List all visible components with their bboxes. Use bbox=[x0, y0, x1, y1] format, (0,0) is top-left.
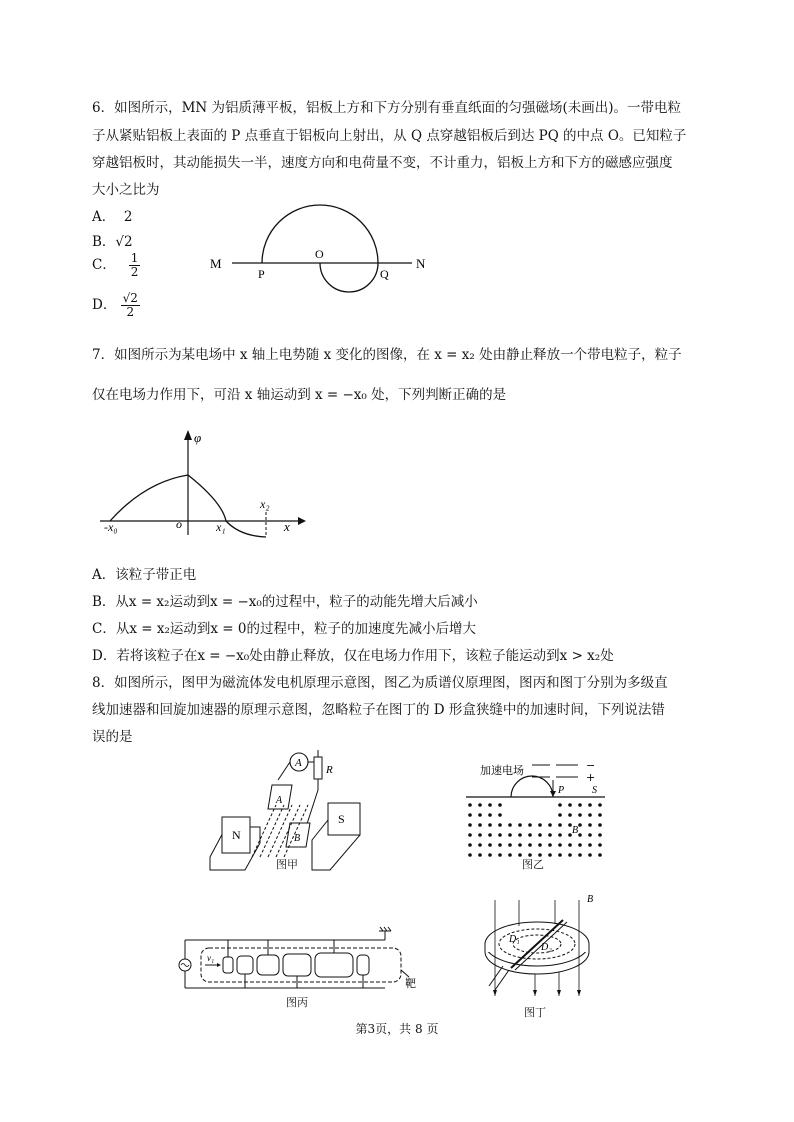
q7-x-axis-arrow bbox=[298, 517, 306, 525]
q7-label-x: x bbox=[284, 519, 290, 534]
field-dot bbox=[508, 833, 512, 837]
q7-curve-left bbox=[110, 475, 188, 521]
yi-trajectory bbox=[511, 776, 553, 797]
q7-phi-axis-arrow bbox=[184, 430, 192, 440]
q7-curve-right bbox=[188, 475, 266, 537]
field-dot bbox=[558, 803, 562, 807]
field-dot bbox=[588, 843, 592, 847]
field-dot bbox=[598, 803, 602, 807]
field-dot bbox=[578, 813, 582, 817]
jia-label-n: N bbox=[232, 828, 241, 842]
fig-bing-caption: 图丙 bbox=[286, 996, 308, 1009]
field-dot bbox=[498, 803, 502, 807]
field-dot bbox=[528, 823, 532, 827]
ding-label-b: B bbox=[587, 894, 594, 905]
field-dot bbox=[478, 843, 482, 847]
q7-label-x2: x₂ bbox=[260, 497, 270, 511]
field-dot bbox=[478, 853, 482, 857]
jia-plate-a-label: A bbox=[276, 795, 283, 806]
yi-label-b: B bbox=[572, 825, 579, 836]
field-dot bbox=[498, 833, 502, 837]
q6-option-d-label: D． bbox=[92, 297, 117, 313]
field-dot bbox=[488, 833, 492, 837]
field-dot bbox=[568, 843, 572, 847]
q6-label-o: O bbox=[315, 247, 324, 261]
field-dot bbox=[468, 843, 472, 847]
field-dot bbox=[498, 843, 502, 847]
q7-label-neg-x0: -x₀ bbox=[104, 520, 118, 534]
field-dot bbox=[478, 833, 482, 837]
fig-jia-caption: 图甲 bbox=[276, 858, 298, 871]
q6-option-b-value: √2 bbox=[115, 234, 133, 250]
fig-yi-caption: 图乙 bbox=[522, 858, 544, 871]
field-dot bbox=[598, 833, 602, 837]
bing-target-label: 靶 bbox=[405, 977, 416, 990]
jia-ammeter-label: A bbox=[295, 757, 302, 769]
q6-lower-arc bbox=[320, 263, 378, 292]
q6-line-4: 大小之比为 bbox=[92, 182, 160, 198]
q6-option-a-label: A． bbox=[92, 209, 116, 225]
field-dot bbox=[578, 843, 582, 847]
field-dot bbox=[518, 833, 522, 837]
q6-option-c-fraction: $\frac{1}{2}$ bbox=[130, 251, 139, 279]
field-dot bbox=[578, 833, 582, 837]
field-dot bbox=[558, 813, 562, 817]
q7-option-c: C．从x = x₂运动到x = 0的过程中，粒子的加速度先减小后增大 bbox=[92, 621, 476, 637]
q6-option-a bbox=[92, 205, 132, 225]
q7-line-2: 仅在电场力作用下，可沿 x 轴运动到 x = −x₀ 处，下列判断正确的是 bbox=[92, 387, 507, 403]
field-dot bbox=[498, 853, 502, 857]
q6-option-a-value: 2 bbox=[123, 209, 133, 225]
q8-line-2: 线加速器和回旋加速器的原理示意图，忽略粒子在图丁的 D 形盒狭缝中的加速时间，下列说法错 bbox=[92, 702, 665, 718]
fig-yi-mass-spectrometer bbox=[460, 755, 610, 865]
q6-label-m: M bbox=[210, 256, 222, 271]
field-dot bbox=[568, 813, 572, 817]
q6-option-c-label: C． bbox=[92, 257, 116, 273]
jia-plate-b-label: B bbox=[294, 833, 301, 844]
q7-line-1: 7．如图所示为某电场中 x 轴上电势随 x 变化的图像，在 x = x₂ 处由静止释放一个带电粒子，粒子 bbox=[92, 347, 682, 363]
yi-accel-label: 加速电场 bbox=[480, 764, 524, 777]
field-dot bbox=[488, 823, 492, 827]
q6-figure bbox=[200, 200, 440, 300]
q7-label-origin: o bbox=[176, 517, 182, 531]
q6-option-d-fraction: $\frac{√2}{2}$ bbox=[122, 291, 138, 319]
q8-line-3: 误的是 bbox=[92, 729, 133, 745]
field-dot bbox=[578, 853, 582, 857]
q6-line-3: 穿越铝板时，其动能损失一半，速度方向和电荷量不变，不计重力，铝板上方和下方的磁感应强度 bbox=[92, 155, 673, 171]
field-dot bbox=[478, 823, 482, 827]
field-dot bbox=[538, 823, 542, 827]
q6-option-b-label: B． bbox=[92, 234, 116, 250]
field-dot bbox=[488, 843, 492, 847]
field-dot bbox=[488, 853, 492, 857]
field-dot bbox=[588, 833, 592, 837]
field-dot bbox=[478, 813, 482, 817]
resistor-icon bbox=[314, 757, 322, 779]
field-dot bbox=[518, 843, 522, 847]
q6-label-q: Q bbox=[380, 267, 389, 281]
field-dot bbox=[578, 803, 582, 807]
field-dot bbox=[468, 803, 472, 807]
ding-label-d1: D₁ bbox=[509, 934, 520, 945]
field-dot bbox=[598, 853, 602, 857]
fig-bing-linear-accelerator bbox=[175, 925, 420, 1000]
yi-plus: + bbox=[586, 771, 596, 784]
fig-ding-cyclotron bbox=[475, 890, 605, 1000]
field-dot bbox=[598, 823, 602, 827]
q6-line-2: 子从紧贴铝板上表面的 P 点垂直于铝板向上射出，从 Q 点穿越铝板后到达 PQ 的中点 O。已知粒子 bbox=[92, 128, 687, 144]
field-dot bbox=[468, 813, 472, 817]
field-dot bbox=[558, 823, 562, 827]
field-dot bbox=[508, 843, 512, 847]
field-dot bbox=[518, 823, 522, 827]
q6-option-b bbox=[92, 230, 133, 250]
field-dot bbox=[508, 853, 512, 857]
yi-label-p: P bbox=[558, 785, 565, 796]
jia-resistor-label: R bbox=[326, 764, 333, 776]
jia-label-s: S bbox=[338, 812, 345, 826]
q7-option-a: A．该粒子带正电 bbox=[92, 567, 197, 583]
page-footer: 第3页，共 8 页 bbox=[355, 1022, 439, 1036]
field-dot bbox=[598, 843, 602, 847]
q6-option-d bbox=[92, 292, 140, 319]
field-dot bbox=[538, 833, 542, 837]
q7-label-x1: x₁ bbox=[216, 520, 226, 534]
q6-line-1: 6．如图所示，MN 为铝质薄平板，铝板上方和下方分别有垂直纸面的匀强磁场(未画出)。一带电粒 bbox=[92, 100, 682, 116]
field-dot bbox=[488, 813, 492, 817]
field-dot bbox=[528, 833, 532, 837]
field-dot bbox=[588, 813, 592, 817]
q7-option-b: B．从x = x₂运动到x = −x₀的过程中，粒子的动能先增大后减小 bbox=[92, 594, 478, 610]
q6-label-p: P bbox=[258, 267, 265, 281]
ding-label-d2: D₂ bbox=[541, 942, 552, 953]
field-dot bbox=[568, 853, 572, 857]
q6-option-c bbox=[92, 252, 140, 279]
field-dot bbox=[588, 823, 592, 827]
field-dot bbox=[548, 853, 552, 857]
field-dot bbox=[508, 823, 512, 827]
field-dot bbox=[468, 823, 472, 827]
field-dot bbox=[568, 803, 572, 807]
field-dot bbox=[478, 803, 482, 807]
field-dot bbox=[498, 813, 502, 817]
yi-label-s: S bbox=[592, 785, 597, 796]
field-dot bbox=[548, 843, 552, 847]
field-dot bbox=[588, 803, 592, 807]
field-dot bbox=[528, 843, 532, 847]
field-dot bbox=[548, 823, 552, 827]
field-dot bbox=[488, 803, 492, 807]
field-dot bbox=[578, 823, 582, 827]
field-dot bbox=[548, 833, 552, 837]
field-dot bbox=[538, 843, 542, 847]
field-dot bbox=[588, 853, 592, 857]
field-dot bbox=[468, 853, 472, 857]
field-dot bbox=[558, 843, 562, 847]
field-dot bbox=[558, 833, 562, 837]
bing-v1-label: v₁ bbox=[207, 953, 215, 963]
q8-line-1: 8．如图所示，图甲为磁流体发电机原理示意图，图乙为质谱仪原理图，图丙和图丁分别为多级直 bbox=[92, 675, 668, 691]
field-dot bbox=[598, 813, 602, 817]
q7-potential-graph bbox=[90, 420, 320, 545]
field-dot bbox=[558, 853, 562, 857]
field-dot bbox=[468, 833, 472, 837]
yi-magnetic-field-dots bbox=[468, 803, 602, 857]
q7-label-phi: φ bbox=[194, 430, 202, 445]
field-dot bbox=[498, 823, 502, 827]
yi-minus: − bbox=[586, 759, 596, 772]
fig-ding-caption: 图丁 bbox=[524, 1006, 546, 1019]
q6-label-n: N bbox=[416, 256, 426, 271]
q7-option-d: D．若将该粒子在x = −x₀处由静止释放，仅在电场力作用下，该粒子能运动到x > x₂处 bbox=[92, 648, 614, 664]
